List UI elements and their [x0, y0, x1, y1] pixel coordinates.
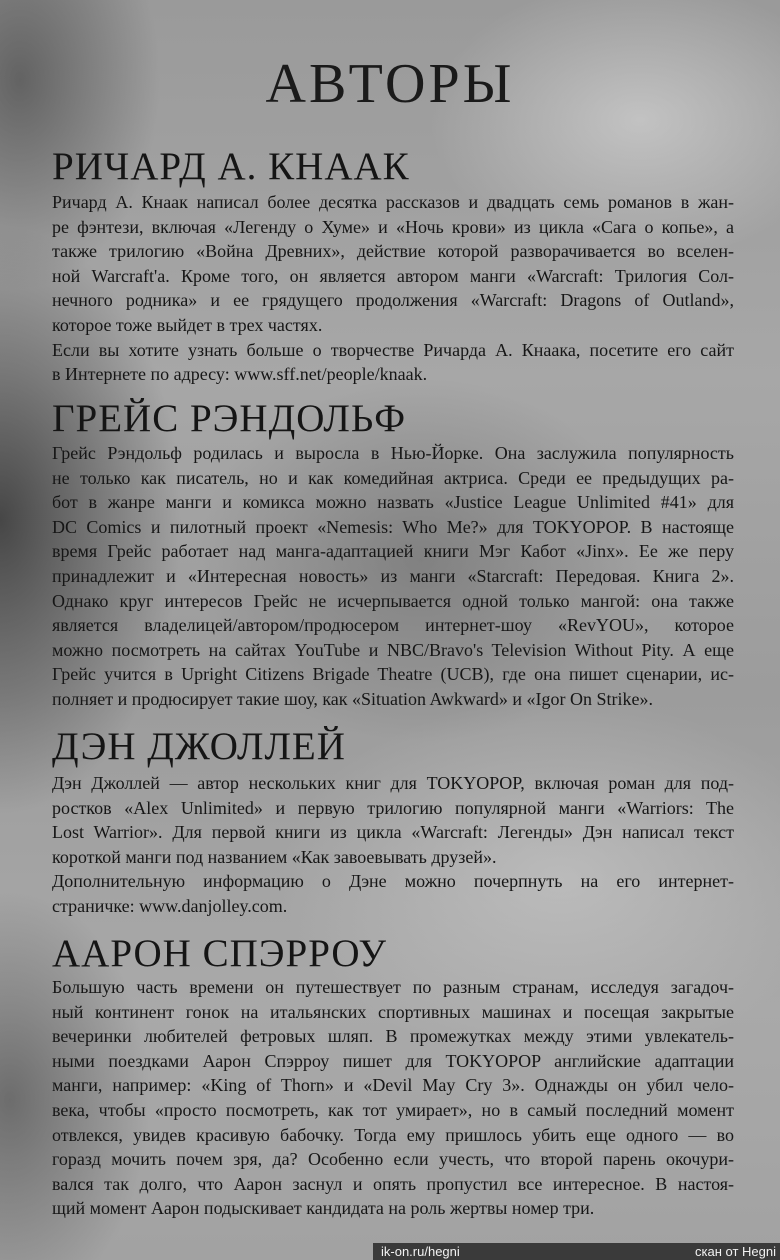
text-line: DC Comics и пилотный проект «Nemesis: Who Me?» для TOKYOPOP. В настояще	[52, 516, 734, 537]
author-bio	[52, 190, 734, 387]
author-heading: РИЧАРД А. КНААК	[52, 145, 410, 188]
paragraph	[52, 975, 734, 1221]
text-line: полняет и продюсирует такие шоу, как «Situation Awkward» и «Igor On Strike».	[52, 688, 653, 709]
text-line: манги, например: «King of Thorn» и «Devil May Cry 3». Однажды он убил чело-	[52, 1075, 734, 1096]
text-line: ре фэнтези, включая «Легенду о Хуме» и «Ночь крови» из цикла «Сага о копье», а	[52, 216, 734, 237]
author-bio	[52, 441, 734, 712]
paragraph	[52, 869, 734, 918]
text-line: является владелицей/автором/продюсером интернет-шоу «RevYOU», которое	[52, 615, 734, 636]
text-line: нечного родника» и ее грядущего продолжения «Warcraft: Dragons of Outland»,	[52, 290, 734, 311]
scan-watermark	[373, 1243, 780, 1260]
text-line: ростков «Alex Unlimited» и первую трилогию популярной манги «Warriors: The	[52, 797, 734, 818]
text-line: Однако круг интересов Грейс не исчерпывается одной только мангой: она также	[52, 590, 734, 611]
text-line: Грейс Рэндольф родилась и выросла в Нью-Йорке. Она заслужила популярность	[52, 443, 734, 463]
text-line: Грейс учится в Upright Citizens Brigade Theatre (UCB), где она пишет сценарии, ис-	[52, 664, 734, 685]
watermark-site: ik-on.ru/hegni	[381, 1244, 460, 1259]
text-line: время Грейс работает над манга-адаптацией книги Мэг Кабот «Jinx». Ее же перу	[52, 541, 734, 562]
text-line: ными поездками Аарон Спэрроу пишет для TOKYOPOP английские адаптации	[52, 1050, 734, 1071]
text-line: щий момент Аарон подыскивает кандидата на роль жертвы номер три.	[52, 1198, 595, 1219]
author-bio	[52, 771, 734, 919]
text-line: бот в жанре манги и комикса можно назвать «Justice League Unlimited #41» для	[52, 492, 734, 513]
author-heading: ГРЕЙС РЭНДОЛЬФ	[52, 397, 407, 440]
text-line: отвлекся, увидев красивую бабочку. Тогда ему пришлось убить еще одного — во	[52, 1124, 734, 1145]
text-line: Lost Warrior». Для первой книги из цикла «Warcraft: Легенды» Дэн написал текст	[52, 822, 734, 843]
text-line: ной Warcraft'а. Кроме того, он является автором манги «Warcraft: Трилогия Сол-	[52, 265, 734, 286]
text-line: также трилогию «Война Древних», действие которой разворачивается во вселен-	[52, 241, 734, 262]
text-line: ный континент гонок на итальянских спортивных машинах и посещая закрытые	[52, 1001, 734, 1022]
paragraph	[52, 441, 734, 712]
text-line: можно посмотреть на сайтах YouTube и NBC/Bravo's Television Without Pity. А еще	[52, 639, 734, 660]
text-line: не только как писатель, но и как комедийная актриса. Среди ее предыдущих ра-	[52, 467, 734, 488]
text-line: Если вы хотите узнать больше о творчестве Ричарда А. Кнаака, посетите его сайт	[52, 339, 734, 360]
text-line: горазд мочить почем зря, да? Особенно если учесть, что второй парень окочури-	[52, 1149, 734, 1170]
page-title: АВТОРЫ	[265, 53, 515, 115]
author-heading: ААРОН СПЭРРОУ	[52, 932, 387, 975]
text-line: короткой манги под названием «Как завоевывать друзей».	[52, 846, 497, 867]
text-line: которое тоже выйдет в трех частях.	[52, 314, 323, 335]
paragraph	[52, 338, 734, 387]
text-line: Дэн Джоллей — автор нескольких книг для TOKYOPOP, включая роман для под-	[52, 773, 734, 793]
paragraph	[52, 771, 734, 869]
text-line: века, чтобы «просто посмотреть, как тот умирает», но в самый последний момент	[52, 1099, 734, 1120]
author-bio	[52, 975, 734, 1221]
author-heading: ДЭН ДЖОЛЛЕЙ	[52, 725, 346, 768]
watermark-credit: скан от Hegni	[695, 1244, 776, 1259]
text-line: Дополнительную информацию о Дэне можно почерпнуть на его интернет-	[52, 871, 734, 892]
paragraph	[52, 190, 734, 338]
text-line: вался так долго, что Аарон заснул и опять пропустил все интересное. В настоя-	[52, 1173, 734, 1194]
text-line: страничке: www.danjolley.com.	[52, 895, 288, 916]
text-line: Большую часть времени он путешествует по разным странам, исследуя загадоч-	[52, 977, 734, 997]
text-line: принадлежит и «Интересная новость» из манги «Starcraft: Передовая. Книга 2».	[52, 565, 734, 586]
text-line: Ричард А. Кнаак написал более десятка рассказов и двадцать семь романов в жан-	[52, 192, 734, 212]
text-line: вечеринки любителей фетровых шляп. В промежутках между этими увлекатель-	[52, 1026, 734, 1047]
text-line: в Интернете по адресу: www.sff.net/people/knaak.	[52, 364, 428, 385]
